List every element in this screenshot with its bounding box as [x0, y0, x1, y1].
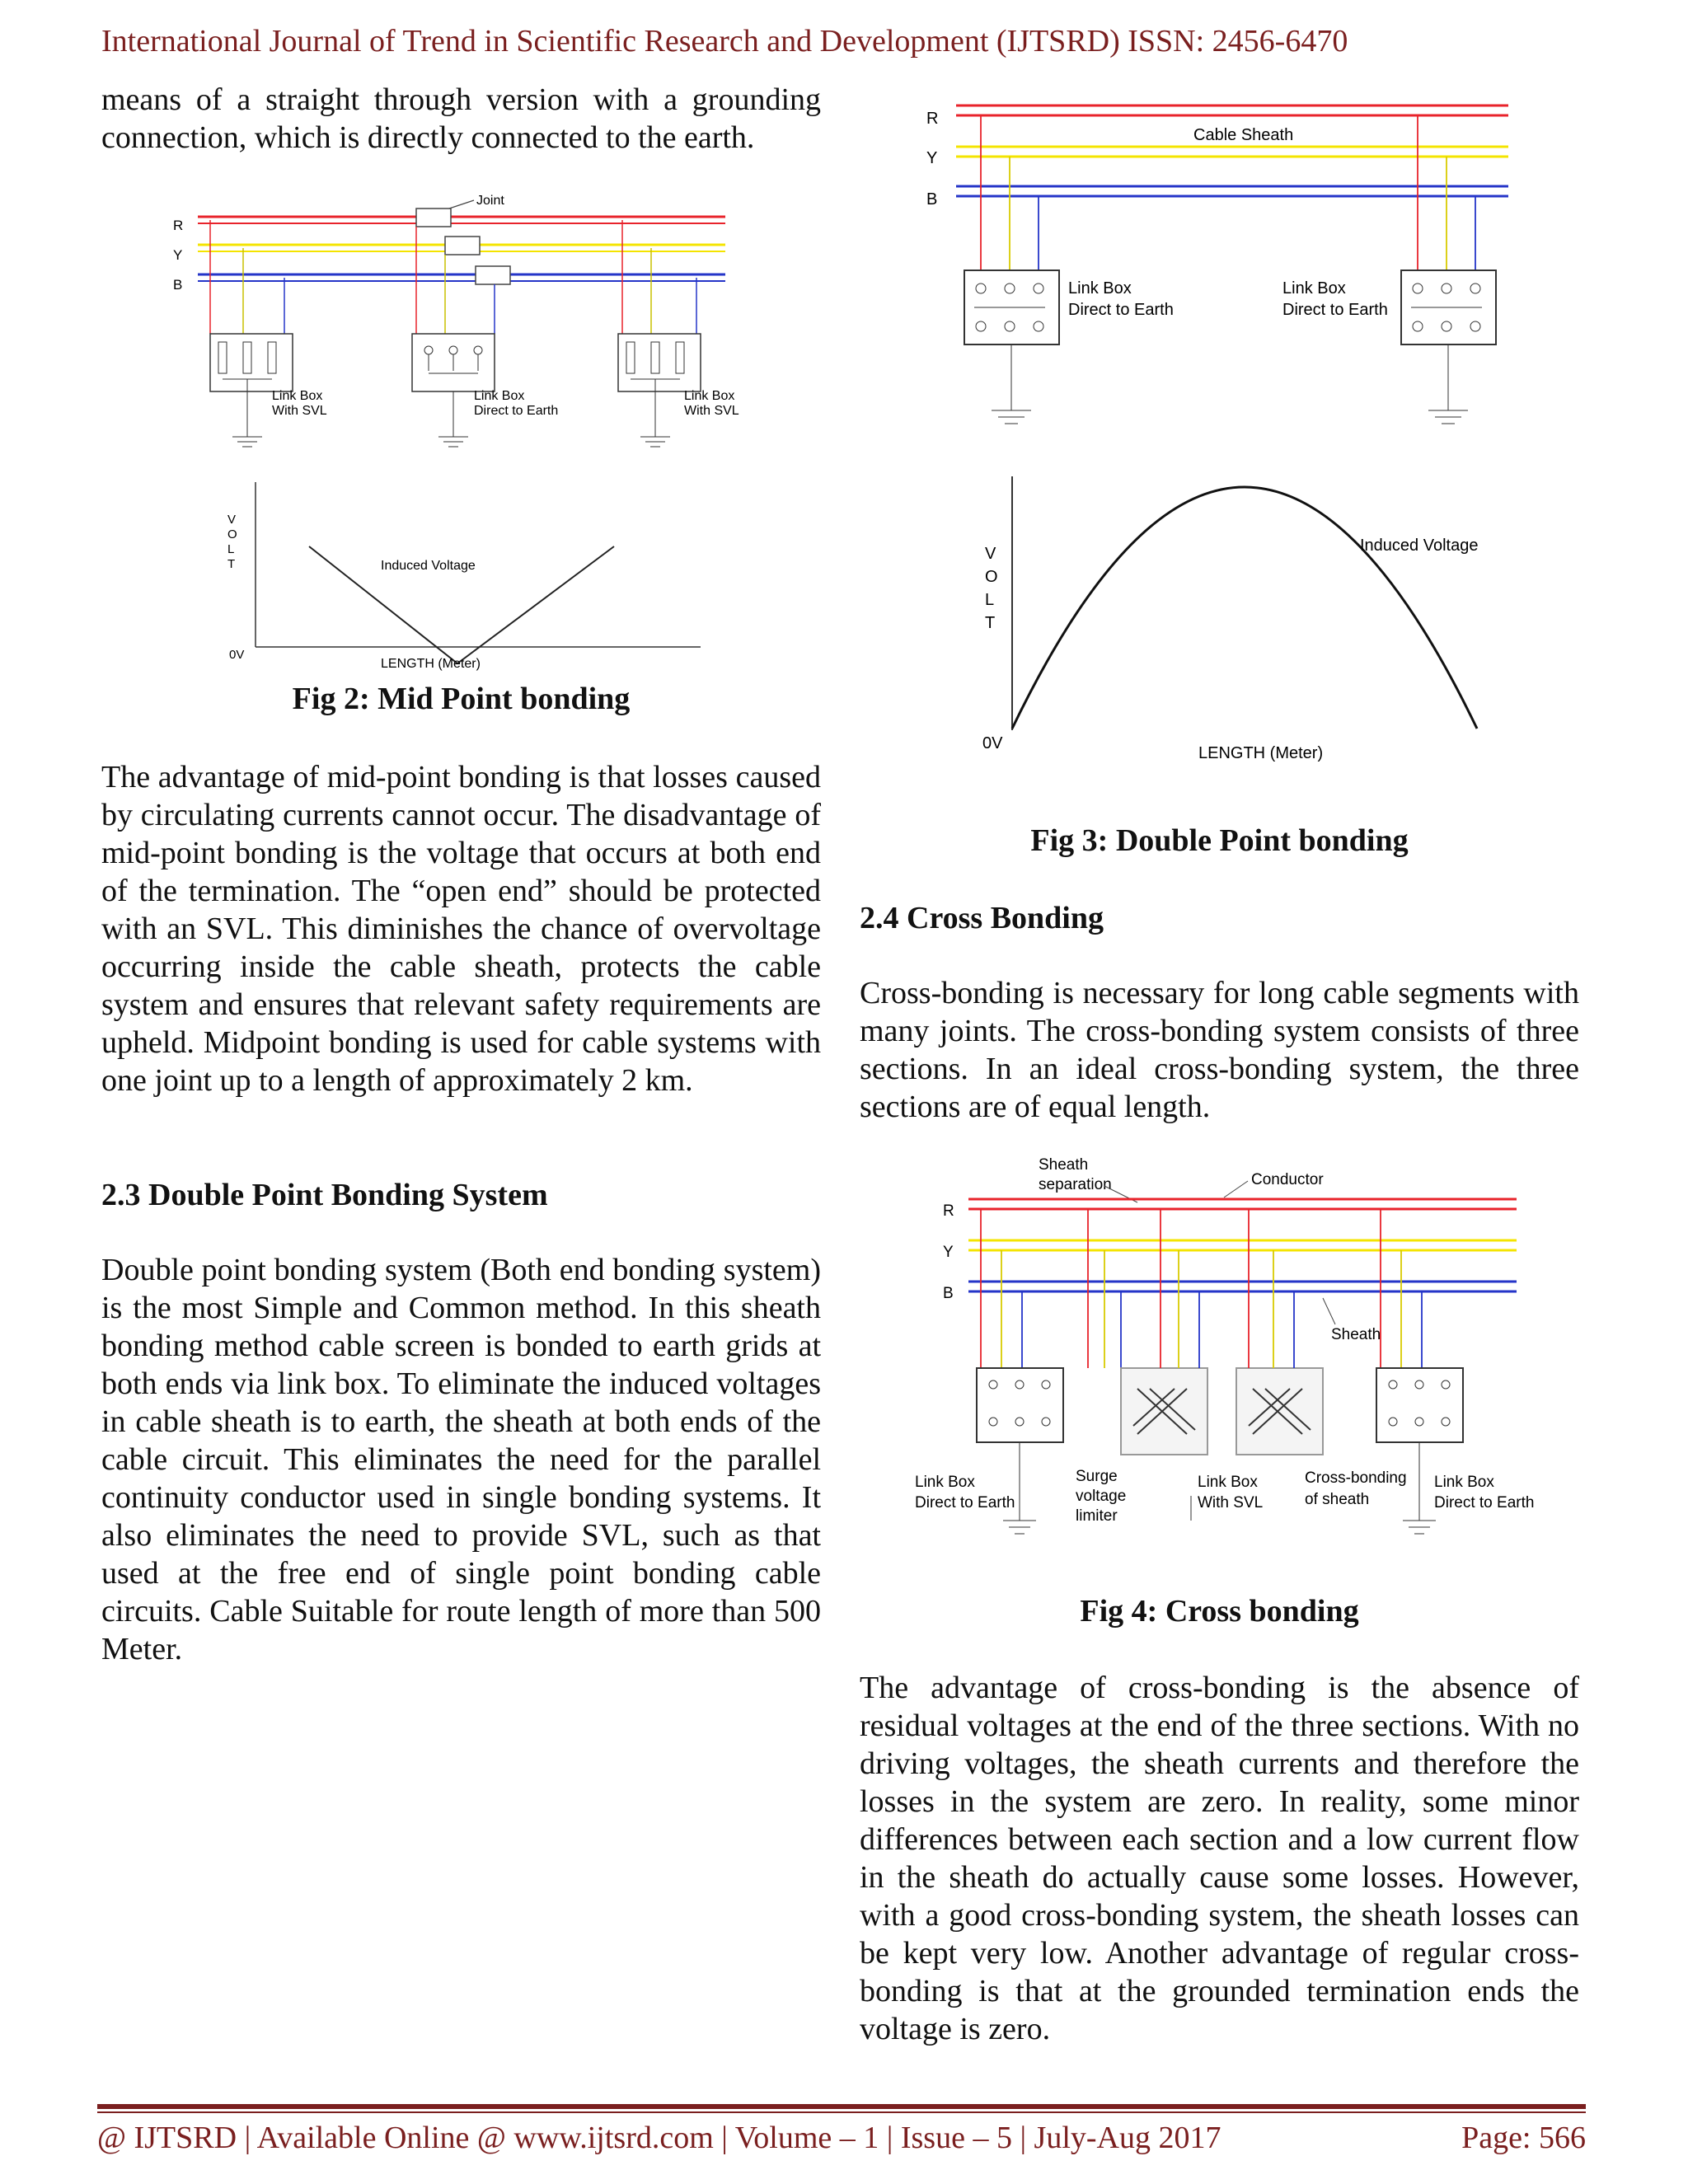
fig4-sheath-sep-1: Sheath	[1039, 1156, 1089, 1174]
fig3-label-y: Y	[926, 149, 938, 167]
journal-header: International Journal of Trend in Scientific Research and Development (IJTSRD) ISSN: 2456-6470	[101, 24, 1348, 59]
fig2-volt-t: T	[227, 557, 236, 571]
fig4-label-b: B	[943, 1285, 954, 1302]
fig2-diagram	[165, 185, 758, 680]
fig4-conductor-label: Conductor	[1251, 1171, 1324, 1188]
fig2-box3-line2: With SVL	[684, 404, 739, 418]
heading-2-3: 2.3 Double Point Bonding System	[101, 1178, 548, 1212]
fig2-joint-r	[416, 209, 451, 227]
fig2-label-b: B	[173, 277, 183, 293]
fig4-lbl2-c: limiter	[1076, 1507, 1118, 1525]
fig4-lbl3-a: Link Box	[1198, 1474, 1258, 1491]
fig2-joint-label: Joint	[476, 194, 504, 208]
fig3-curve-label: Induced Voltage	[1360, 537, 1479, 555]
fig4-lbl4-b: of sheath	[1305, 1491, 1370, 1508]
fig3-curve	[1012, 487, 1477, 729]
intro-paragraph: means of a straight through version with a grounding connection, which is directly connected to the earth.	[101, 82, 821, 155]
fig2-label-y: Y	[173, 247, 183, 263]
fig3-diagram	[915, 97, 1525, 781]
fig3-label-b: B	[926, 190, 938, 209]
fig2-box3-line1: Link Box	[684, 389, 735, 403]
fig4-label-y: Y	[943, 1244, 954, 1261]
fig3-x-label: LENGTH (Meter)	[1198, 744, 1324, 762]
fig2-box1-line2: With SVL	[272, 404, 327, 418]
fig2-box2-line1: Link Box	[474, 389, 525, 403]
fig4-conductors	[968, 1199, 1517, 1291]
fig3-linkbox-left	[964, 115, 1059, 424]
fig4-lbl5-b: Direct to Earth	[1434, 1494, 1535, 1511]
fig4-linkbox-left	[977, 1209, 1063, 1534]
fig4-lbl1-a: Link Box	[915, 1474, 975, 1491]
fig3-box1-line2: Direct to Earth	[1068, 301, 1174, 319]
midpoint-paragraph: The advantage of mid-point bonding is that losses caused by circulating currents cannot occur. The disadvantage of mid-point bonding is the voltage that occurs at both end of the termination. The “open end” should be protected with an SVL. This diminishes the chance of overvoltage occurring inside the cable sheath, protects the cable system and ensures that relevant safety requirements are upheld. Midpoint bonding is used for cable systems with one joint up to a length of approximately 2 km.	[101, 760, 821, 1098]
fig2-joint-b	[476, 266, 510, 284]
fig2-volt-l: L	[227, 542, 235, 556]
footer-left: @ IJTSRD | Available Online @ www.ijtsrd.com | Volume – 1 | Issue – 5 | July-Aug 2017	[97, 2121, 1221, 2155]
cross-bonding-advantage: The advantage of cross-bonding is the absence of residual voltages at the end of the three sections. With no driving voltages, the sheath currents and therefore the losses in the system are zero. In reality, some minor differences between each section and a low current flow in the sheath do actually cause some losses. However, with a good cross-bonding system, the sheath losses can be kept very low. Another advantage of regular cross-bonding is that at the grounded termination ends the voltage is zero.	[860, 1671, 1579, 2046]
double-bonding-paragraph: Double point bonding system (Both end bonding system) is the most Simple and Common method. In this sheath bonding method cable screen is bonded to earth grids at both ends via link box. To eliminate the induced voltages in cable sheath is to earth, the sheath at both ends of the cable circuit. This eliminates the need for the parallel continuity conductor used in single bonding systems. It also eliminates the need to provide SVL, such as that used at the free end of single point bonding cable circuits. Cable Suitable for route length of more than 500 Meter.	[101, 1253, 821, 1666]
fig4-caption: Fig 4: Cross bonding	[1080, 1594, 1359, 1629]
cross-bonding-intro: Cross-bonding is necessary for long cable segments with many joints. The cross-bonding system consists of three sections. In an ideal cross-bonding system, the three sections are of equal length.	[860, 976, 1579, 1124]
fig2-caption: Fig 2: Mid Point bonding	[292, 682, 631, 716]
fig2-volt-o: O	[227, 527, 237, 541]
fig3-linkbox-right	[1401, 115, 1496, 424]
fig4-lbl2-a: Surge	[1076, 1468, 1118, 1485]
footer	[97, 2120, 1586, 2156]
fig2-box2-line2: Direct to Earth	[474, 404, 559, 418]
fig4-sheath-label: Sheath	[1331, 1326, 1381, 1343]
fig4-lbl1-b: Direct to Earth	[915, 1494, 1015, 1511]
fig2-x-label: LENGTH (Meter)	[381, 657, 481, 671]
fig4-lbl2-b: voltage	[1076, 1488, 1127, 1505]
fig3-sheath-label: Cable Sheath	[1193, 126, 1294, 144]
fig2-volt-v: V	[227, 513, 237, 527]
fig2-joint-y	[445, 237, 480, 255]
fig3-conductors	[956, 105, 1508, 196]
fig3-caption: Fig 3: Double Point bonding	[1030, 823, 1409, 858]
fig3-zero: 0V	[982, 734, 1003, 752]
fig2-box1-line1: Link Box	[272, 389, 323, 403]
fig4-lbl3-b: With SVL	[1198, 1494, 1264, 1511]
fig3-box2-line1: Link Box	[1282, 279, 1346, 298]
fig4-lbl5-a: Link Box	[1434, 1474, 1494, 1491]
fig3-box1-line1: Link Box	[1068, 279, 1132, 298]
fig4-lbl4-a: Cross-bonding	[1305, 1469, 1407, 1487]
fig2-label-r: R	[173, 218, 184, 233]
fig2-curve-label: Induced Voltage	[381, 559, 476, 573]
fig4-diagram	[907, 1150, 1558, 1578]
fig3-box2-line2: Direct to Earth	[1282, 301, 1388, 319]
fig3-volt-o: O	[985, 568, 998, 586]
heading-2-4: 2.4 Cross Bonding	[860, 901, 1104, 935]
fig4-label-r: R	[943, 1202, 954, 1220]
page-number: Page: 566	[1461, 2121, 1586, 2155]
fig3-label-r: R	[926, 110, 939, 128]
fig3-volt-l: L	[985, 591, 995, 609]
fig2-zero: 0V	[229, 648, 245, 662]
footer-rule	[97, 2104, 1586, 2109]
fig3-volt-t: T	[985, 614, 996, 632]
fig4-sheath-sep-2: separation	[1039, 1176, 1112, 1193]
fig3-volt-v: V	[985, 545, 996, 563]
footer-rule-thin	[97, 2111, 1586, 2113]
